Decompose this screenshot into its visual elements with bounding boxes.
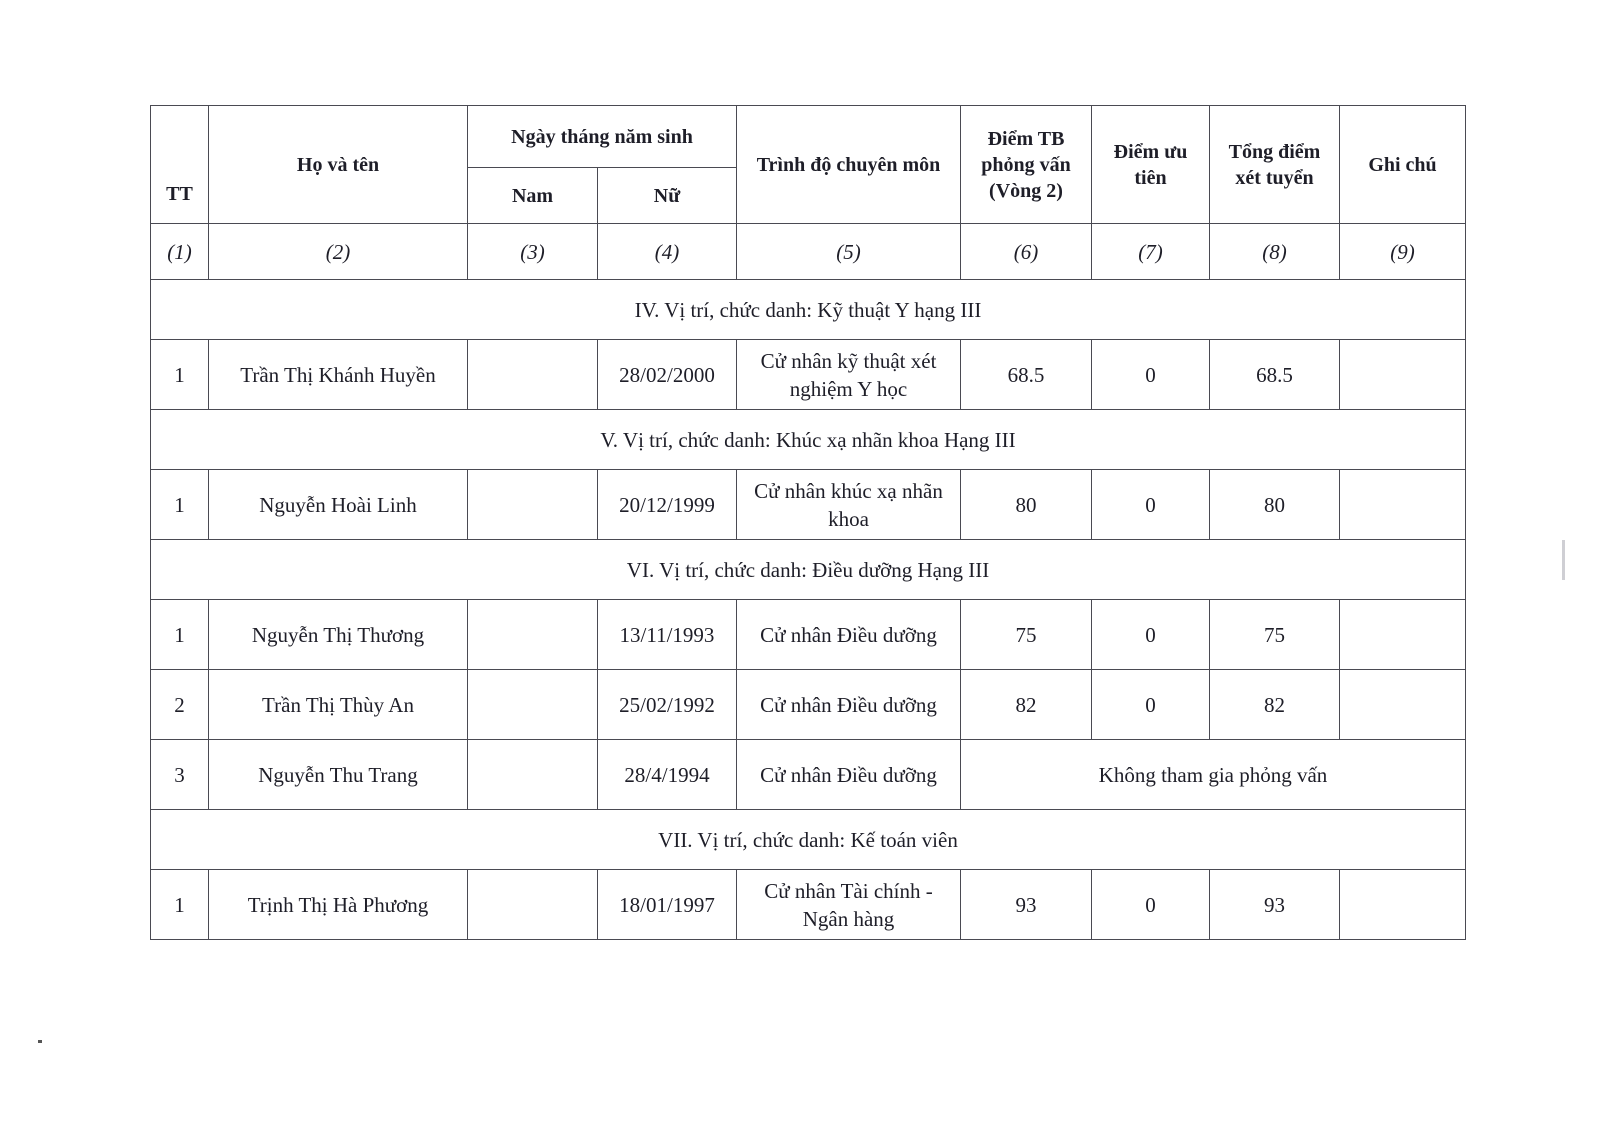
section-title: VII. Vị trí, chức danh: Kế toán viên (151, 810, 1466, 870)
cell-total-score: 82 (1210, 670, 1340, 740)
header-tt: TT (151, 106, 209, 224)
cell-note (1340, 340, 1466, 410)
section-title: V. Vị trí, chức danh: Khúc xạ nhãn khoa Hạng III (151, 410, 1466, 470)
cell-note (1340, 470, 1466, 540)
cell-priority-score: 0 (1092, 670, 1210, 740)
cell-tt: 1 (151, 600, 209, 670)
scan-speck (38, 1040, 42, 1043)
cell-interview-score: 93 (961, 870, 1092, 940)
cell-priority-score: 0 (1092, 470, 1210, 540)
cell-total-score: 93 (1210, 870, 1340, 940)
cell-tt: 1 (151, 870, 209, 940)
table-row (151, 870, 1466, 940)
cell-name: Nguyễn Thu Trang (209, 740, 468, 810)
cell-priority-score: 0 (1092, 870, 1210, 940)
cell-name: Nguyễn Thị Thương (209, 600, 468, 670)
table-row (151, 470, 1466, 540)
column-number: (2) (209, 224, 468, 280)
cell-female: 28/4/1994 (598, 740, 737, 810)
cell-note (1340, 670, 1466, 740)
column-number: (4) (598, 224, 737, 280)
header-row-1 (151, 106, 1466, 168)
section-title: VI. Vị trí, chức danh: Điều dưỡng Hạng III (151, 540, 1466, 600)
cell-name: Trần Thị Khánh Huyền (209, 340, 468, 410)
cell-degree: Cử nhân Điều dưỡng (737, 600, 961, 670)
cell-tt: 1 (151, 470, 209, 540)
cell-male (468, 740, 598, 810)
cell-name: Nguyễn Hoài Linh (209, 470, 468, 540)
cell-name: Trịnh Thị Hà Phương (209, 870, 468, 940)
table-row (151, 600, 1466, 670)
cell-tt: 2 (151, 670, 209, 740)
section-row (151, 410, 1466, 470)
table-row (151, 740, 1466, 810)
candidate-results-table (150, 105, 1466, 940)
cell-name: Trần Thị Thùy An (209, 670, 468, 740)
cell-tt: 1 (151, 340, 209, 410)
cell-absent-note: Không tham gia phỏng vấn (961, 740, 1466, 810)
cell-tt: 3 (151, 740, 209, 810)
cell-male (468, 340, 598, 410)
header-degree: Trình độ chuyên môn (737, 106, 961, 224)
column-number: (1) (151, 224, 209, 280)
column-number-row (151, 224, 1466, 280)
section-row (151, 280, 1466, 340)
column-number: (3) (468, 224, 598, 280)
cell-male (468, 670, 598, 740)
cell-interview-score: 75 (961, 600, 1092, 670)
cell-interview-score: 80 (961, 470, 1092, 540)
cell-total-score: 75 (1210, 600, 1340, 670)
header-male: Nam (468, 168, 598, 224)
cell-total-score: 80 (1210, 470, 1340, 540)
cell-degree: Cử nhân Điều dưỡng (737, 670, 961, 740)
cell-female: 13/11/1993 (598, 600, 737, 670)
cell-female: 18/01/1997 (598, 870, 737, 940)
cell-interview-score: 68.5 (961, 340, 1092, 410)
cell-note (1340, 870, 1466, 940)
header-priority-score: Điểm ưu tiên (1092, 106, 1210, 224)
header-interview-score: Điểm TB phỏng vấn (Vòng 2) (961, 106, 1092, 224)
column-number: (7) (1092, 224, 1210, 280)
cell-degree: Cử nhân khúc xạ nhãn khoa (737, 470, 961, 540)
cell-total-score: 68.5 (1210, 340, 1340, 410)
cell-priority-score: 0 (1092, 340, 1210, 410)
scan-edge-shadow (1562, 540, 1565, 580)
section-row (151, 540, 1466, 600)
cell-degree: Cử nhân kỹ thuật xét nghiệm Y học (737, 340, 961, 410)
cell-female: 28/02/2000 (598, 340, 737, 410)
cell-male (468, 470, 598, 540)
cell-female: 20/12/1999 (598, 470, 737, 540)
column-number: (9) (1340, 224, 1466, 280)
section-row (151, 810, 1466, 870)
header-name: Họ và tên (209, 106, 468, 224)
header-total-score: Tổng điểm xét tuyển (1210, 106, 1340, 224)
cell-male (468, 600, 598, 670)
cell-degree: Cử nhân Tài chính - Ngân hàng (737, 870, 961, 940)
column-number: (6) (961, 224, 1092, 280)
header-female: Nữ (598, 168, 737, 224)
cell-female: 25/02/1992 (598, 670, 737, 740)
cell-note (1340, 600, 1466, 670)
header-dob-group: Ngày tháng năm sinh (468, 106, 737, 168)
cell-priority-score: 0 (1092, 600, 1210, 670)
table-row (151, 670, 1466, 740)
cell-degree: Cử nhân Điều dưỡng (737, 740, 961, 810)
section-title: IV. Vị trí, chức danh: Kỹ thuật Y hạng III (151, 280, 1466, 340)
column-number: (8) (1210, 224, 1340, 280)
column-number: (5) (737, 224, 961, 280)
cell-interview-score: 82 (961, 670, 1092, 740)
header-note: Ghi chú (1340, 106, 1466, 224)
table-row (151, 340, 1466, 410)
cell-male (468, 870, 598, 940)
